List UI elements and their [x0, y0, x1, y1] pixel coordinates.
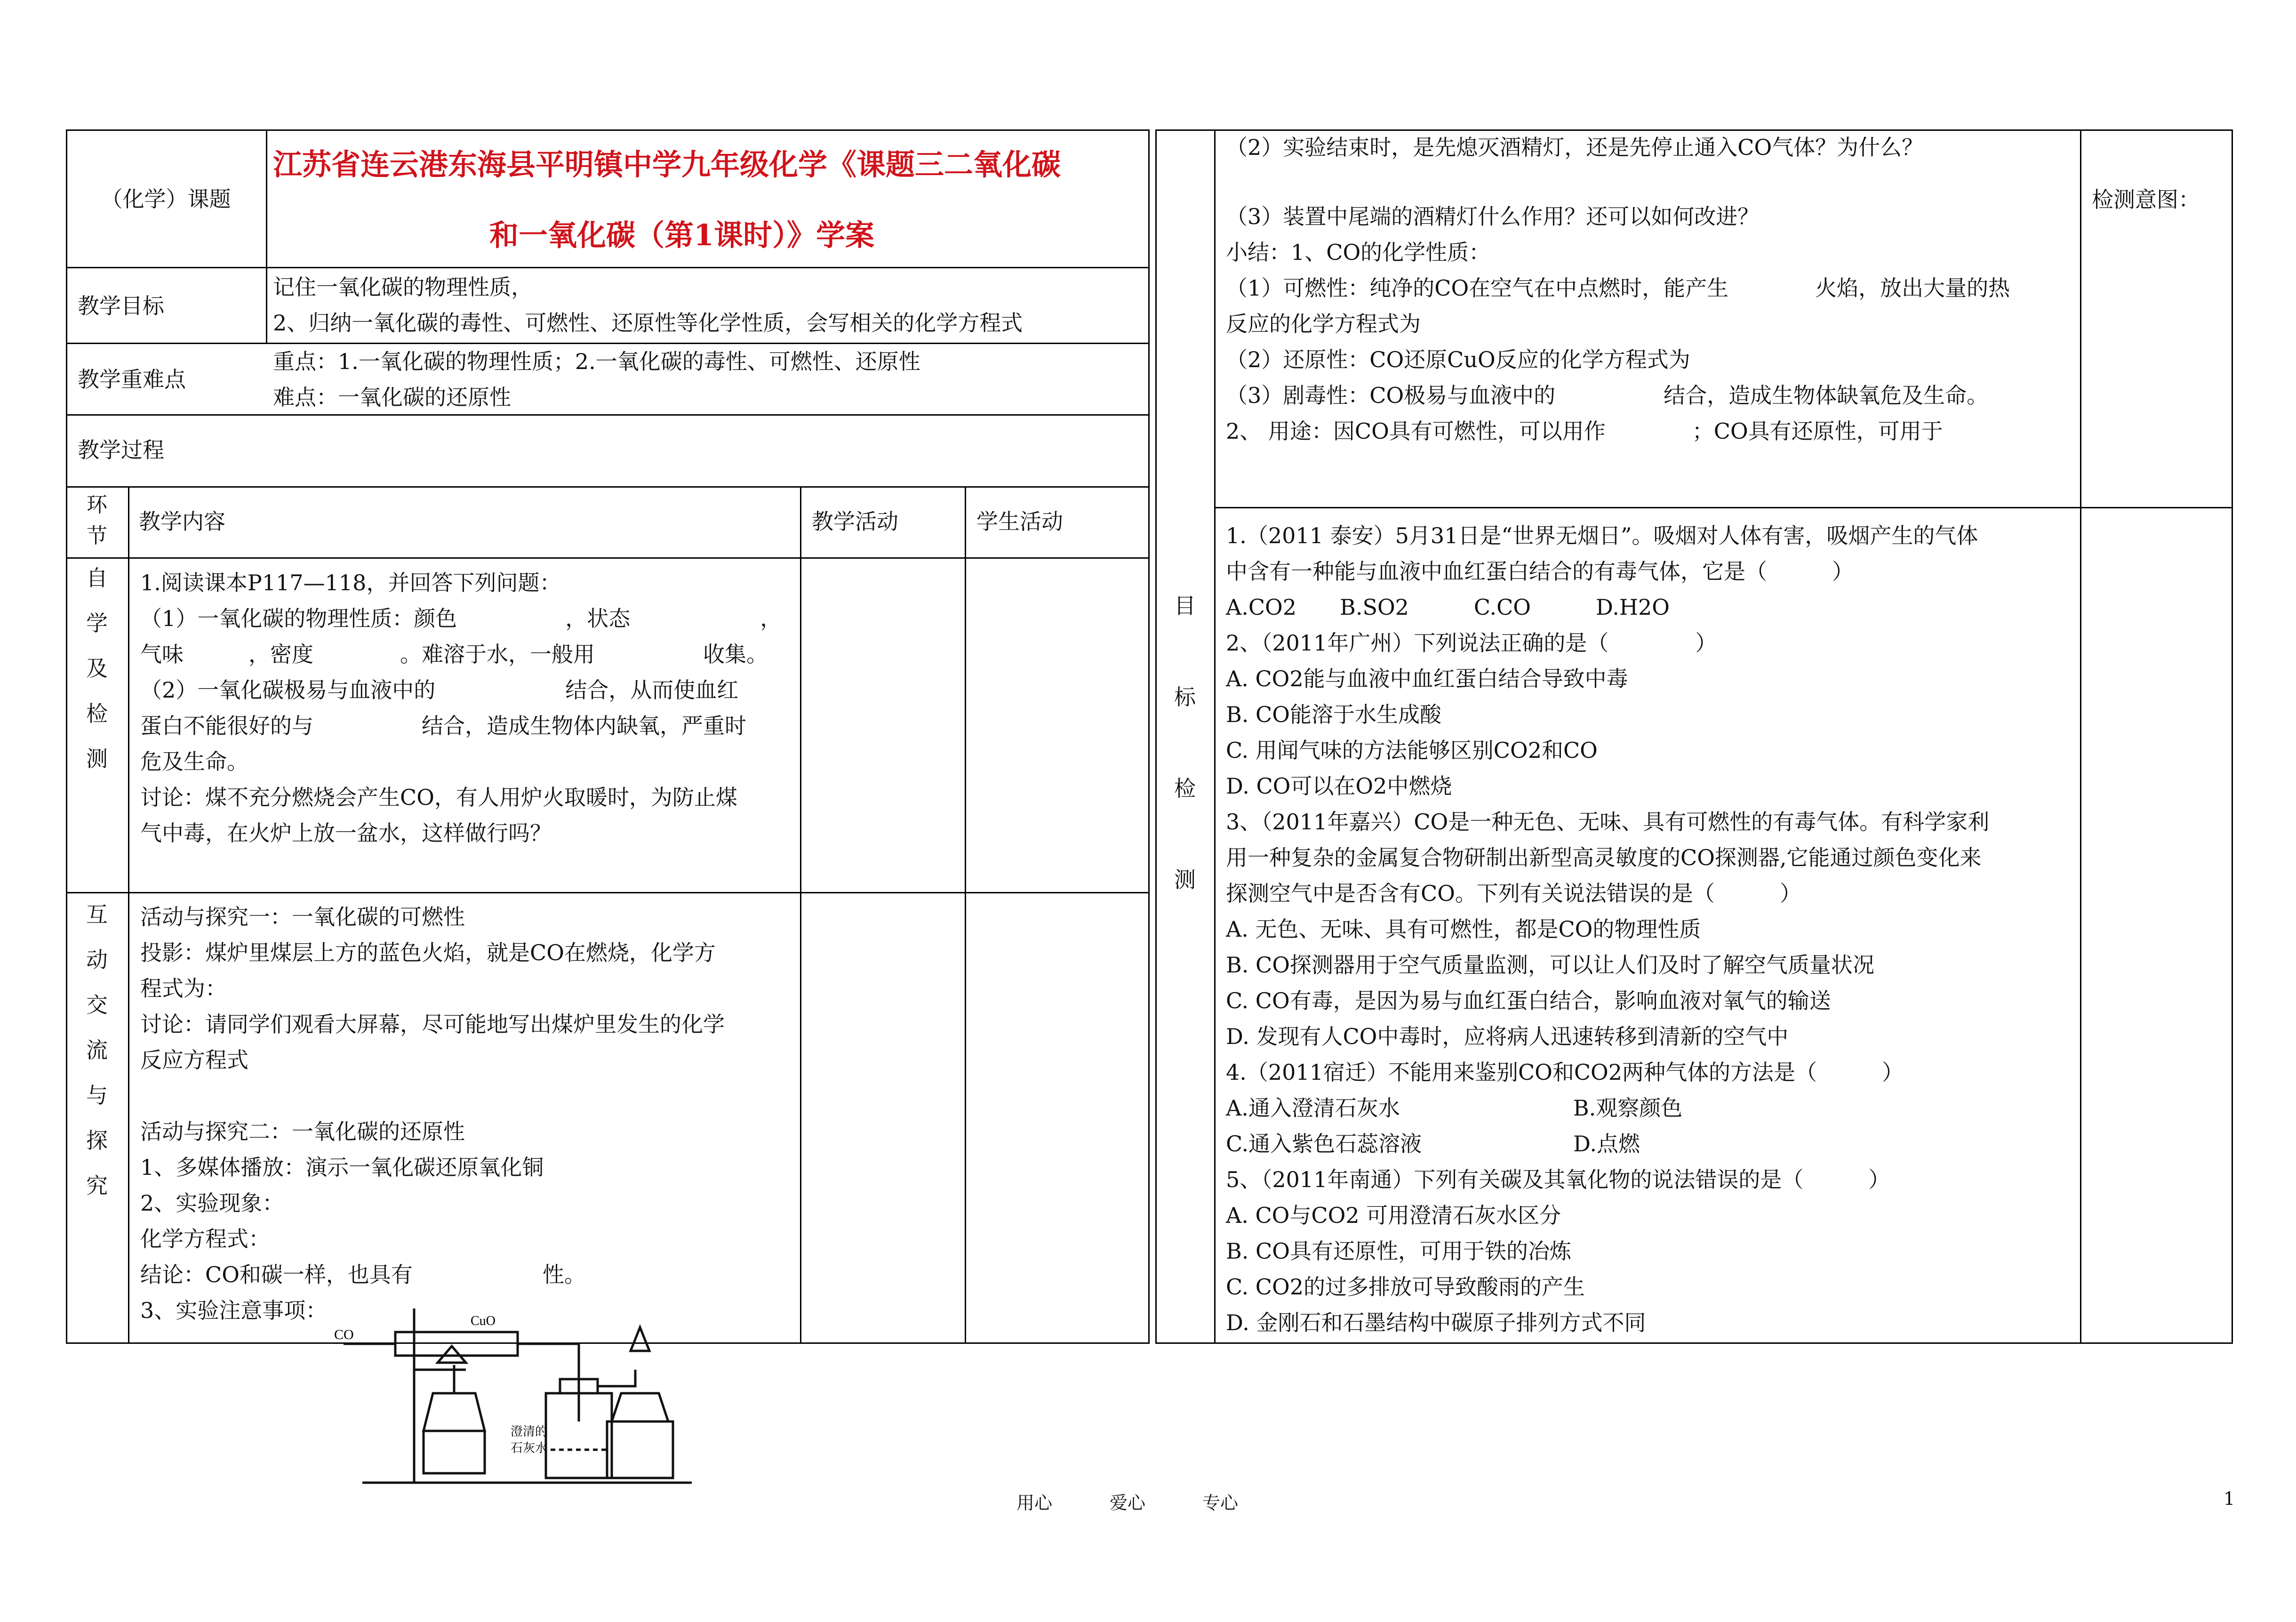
key-line: 重点：1.一氧化碳的物理性质；2.一氧化碳的毒性、可燃性、还原性	[273, 349, 920, 374]
question-line: C. CO2的过多排放可导致酸雨的产生	[1226, 1274, 1585, 1300]
question-line: A. CO2能与血液中血红蛋白结合导致中毒	[1226, 666, 1628, 691]
content-line: 讨论：煤不充分燃烧会产生CO，有人用炉火取暖时，为防止煤	[140, 785, 737, 810]
content-line: 危及生命。	[140, 749, 248, 774]
goal-line: 记住一氧化碳的物理性质，	[273, 274, 533, 300]
page-title-line2: 和一氧化碳（第1课时）》学案	[489, 218, 875, 252]
content-line: 化学方程式：	[140, 1226, 270, 1252]
question-line: A.CO2 B.SO2 C.CO D.H2O	[1226, 594, 1670, 620]
apparatus-label-co: CO	[334, 1327, 354, 1342]
question-line: D. 金刚石和石墨结构中碳原子排列方式不同	[1226, 1310, 1646, 1335]
section-header-text: 环节	[87, 493, 107, 548]
question-line: B. CO能溶于水生成酸	[1226, 702, 1441, 727]
question-line: 1.（2011 泰安）5月31日是“世界无烟日”。吸烟对人体有害，吸烟产生的气体	[1226, 523, 1978, 548]
apparatus-label-cuo: CuO	[471, 1314, 496, 1328]
question-line: A.通入澄清石灰水 B.观察颜色	[1226, 1095, 1683, 1121]
content-header: 教学内容	[139, 509, 225, 534]
question-line: B. CO具有还原性，可用于铁的冶炼	[1226, 1238, 1571, 1264]
test-intent-label: 检测意图：	[2092, 187, 2200, 212]
apparatus-label-limewater: 石灰水	[511, 1441, 548, 1455]
goal-line: 2、归纳一氧化碳的毒性、可燃性、还原性等化学性质，会写相关的化学方程式	[273, 310, 1023, 336]
section-interaction-label: 互 动 交 流 与 探 究	[86, 902, 108, 1198]
section-target-test-label: 目 标 检 测	[1174, 593, 1196, 892]
content-line: 讨论：请同学们观看大屏幕，尽可能地写出煤炉里发生的化学	[140, 1012, 725, 1037]
co-reduction-apparatus-diagram	[325, 1299, 720, 1487]
apparatus-label-limewater: 澄清的	[511, 1425, 548, 1439]
content-line: 活动与探究一：一氧化碳的可燃性	[140, 904, 465, 930]
key-label: 教学重难点	[78, 367, 186, 392]
question-line: D. 发现有人CO中毒时，应将病人迅速转移到清新的空气中	[1226, 1024, 1789, 1049]
content-line: 反应方程式	[140, 1047, 248, 1073]
footer-word: 专心	[1202, 1493, 1239, 1513]
page-title-line1: 江苏省连云港东海县平明镇中学九年级化学《课题三二氧化碳	[273, 147, 1061, 182]
summary-line: （3）装置中尾端的酒精灯什么作用？还可以如何改进？	[1226, 204, 1760, 229]
summary-line: （2）实验结束时，是先熄灭酒精灯，还是先停止通入CO气体？为什么？	[1226, 135, 1924, 160]
section-self-study-label: 自 学 及 检 测	[86, 565, 108, 771]
course-label: （化学）课题	[101, 186, 231, 212]
content-line: （2）一氧化碳极易与血液中的 结合，从而使血红	[140, 677, 739, 703]
content-line: 2、实验现象：	[140, 1190, 284, 1216]
content-line: 结论：CO和碳一样，也具有 性。	[140, 1262, 586, 1287]
question-line: D. CO可以在O2中燃烧	[1226, 773, 1452, 799]
question-line: 4.（2011宿迁）不能用来鉴别CO和CO2两种气体的方法是（ ）	[1226, 1060, 1904, 1085]
question-line: 2、（2011年广州）下列说法正确的是（ ）	[1226, 630, 1717, 656]
section-header	[66, 490, 128, 552]
content-line: 1、多媒体播放：演示一氧化碳还原氧化铜	[140, 1155, 544, 1180]
summary-line: （3）剧毒性：CO极易与血液中的 结合，造成生物体缺氧危及生命。	[1226, 383, 1989, 408]
student-activity-header: 学生活动	[976, 509, 1063, 534]
summary-line: （2）还原性：CO还原CuO反应的化学方程式为	[1226, 347, 1690, 372]
question-line: 5、（2011年南通）下列有关碳及其氧化物的说法错误的是（ ）	[1226, 1167, 1890, 1192]
footer-word: 用心	[1016, 1493, 1053, 1513]
key-line: 难点：一氧化碳的还原性	[273, 385, 511, 410]
question-line: 3、（2011年嘉兴）CO是一种无色、无味、具有可燃性的有毒气体。有科学家利	[1226, 809, 1990, 835]
content-line: 投影：煤炉里煤层上方的蓝色火焰，就是CO在燃烧，化学方	[140, 940, 716, 965]
question-line: 中含有一种能与血液中血红蛋白结合的有毒气体，它是（ ）	[1226, 559, 1854, 584]
content-line: 活动与探究二：一氧化碳的还原性	[140, 1119, 465, 1144]
content-line: 3、实验注意事项：	[140, 1298, 328, 1323]
question-line: A. 无色、无味、具有可燃性，都是CO的物理性质	[1226, 916, 1701, 942]
question-line: C. CO有毒，是因为易与血红蛋白结合，影响血液对氧气的输送	[1226, 988, 1831, 1013]
question-line: A. CO与CO2 可用澄清石灰水区分	[1226, 1203, 1561, 1228]
question-line: 探测空气中是否含有CO。下列有关说法错误的是（ ）	[1226, 881, 1801, 906]
goal-label: 教学目标	[78, 293, 164, 319]
question-line: C. 用闻气味的方法能够区别CO2和CO	[1226, 738, 1598, 763]
content-line: 蛋白不能很好的与 结合，造成生物体内缺氧，严重时	[140, 713, 746, 739]
question-line: C.通入紫色石蕊溶液 D.点燃	[1226, 1131, 1640, 1156]
page-number: 1	[2224, 1488, 2235, 1509]
content-line: 气中毒，在火炉上放一盆水，这样做行吗？	[140, 820, 552, 846]
summary-line: 2、 用途：因CO具有可燃性，可以用作 ；CO具有还原性，可用于	[1226, 418, 1943, 444]
teacher-activity-header: 教学活动	[812, 509, 898, 534]
content-line: 气味 ，密度 。难溶于水，一般用 收集。	[140, 642, 768, 667]
content-line: 1.阅读课本P117—118，并回答下列问题：	[140, 570, 561, 595]
summary-line: 反应的化学方程式为	[1226, 311, 1421, 337]
footer-word: 爱心	[1110, 1493, 1146, 1513]
process-label: 教学过程	[78, 437, 164, 463]
question-line: 用一种复杂的金属复合物研制出新型高灵敏度的CO探测器,它能通过颜色变化来	[1226, 845, 1982, 870]
summary-line: （1）可燃性：纯净的CO在空气在中点燃时，能产生 火焰，放出大量的热	[1226, 275, 2010, 301]
summary-line: 小结：1、CO的化学性质：	[1226, 240, 1491, 265]
content-line: 程式为：	[140, 976, 227, 1001]
content-line: （1）一氧化碳的物理性质：颜色 ，状态 ，	[140, 606, 782, 631]
question-line: B. CO探测器用于空气质量监测，可以让人们及时了解空气质量状况	[1226, 952, 1874, 978]
